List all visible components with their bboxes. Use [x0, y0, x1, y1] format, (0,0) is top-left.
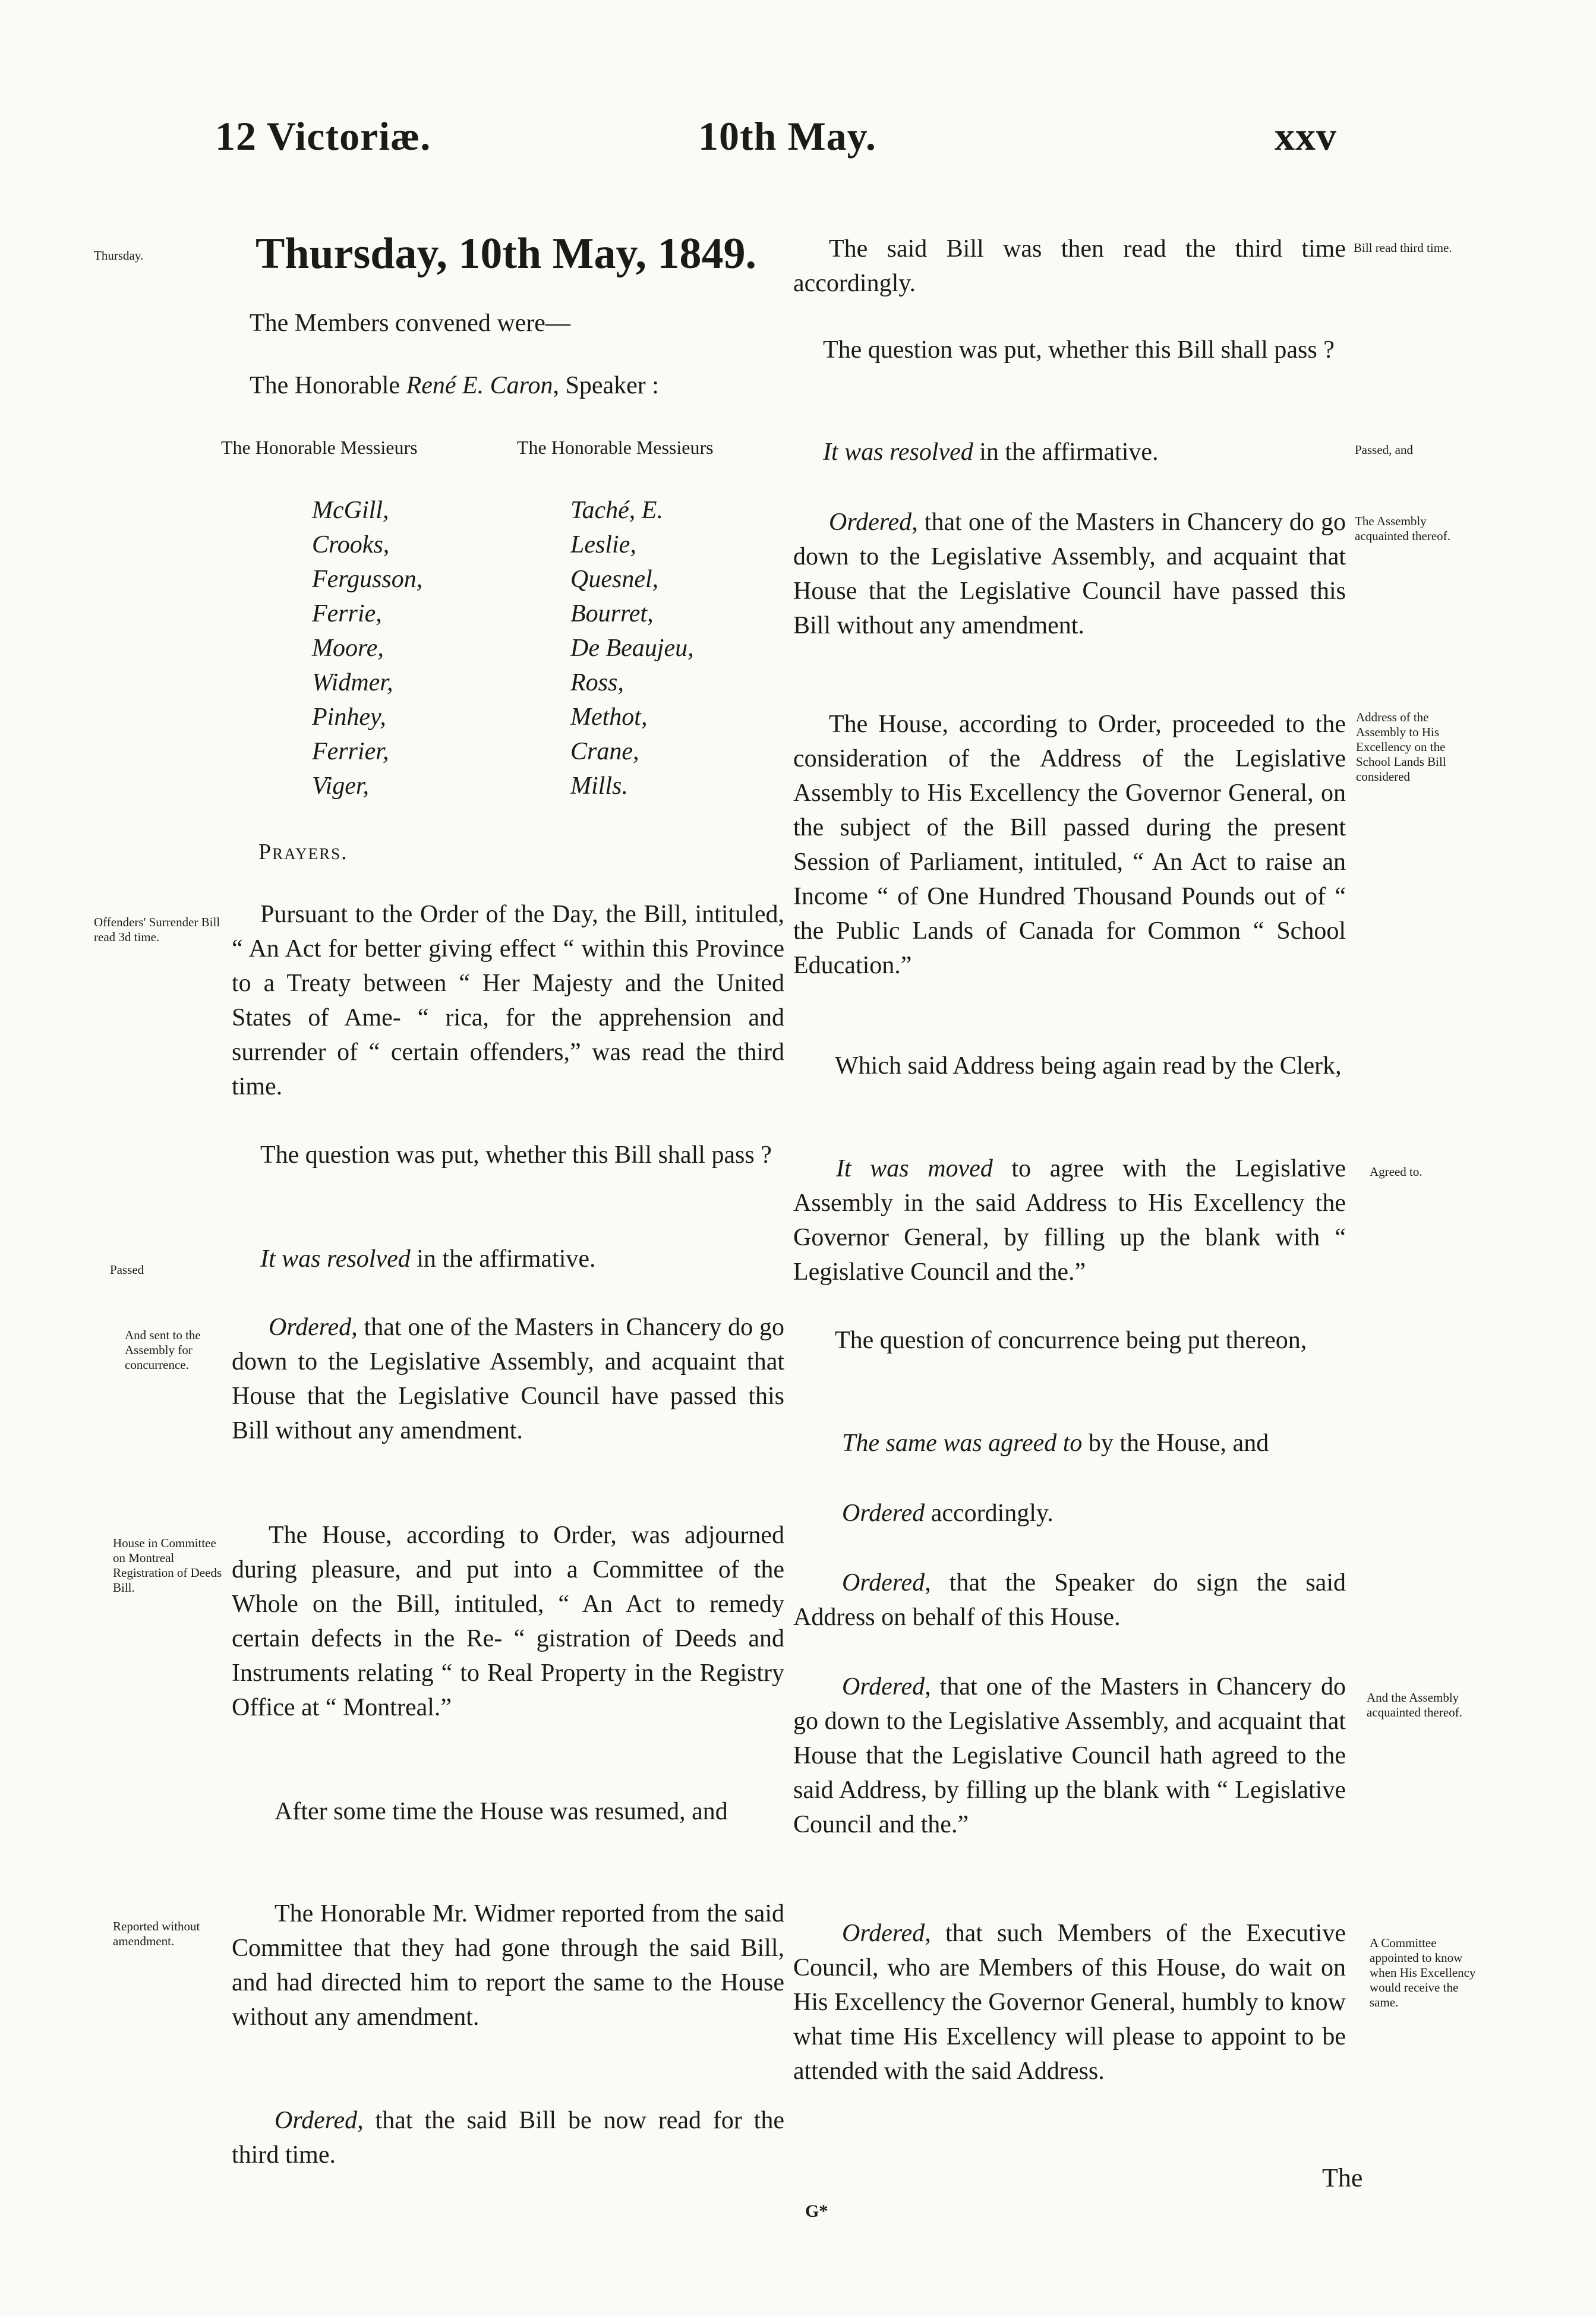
margin-note-sent: And sent to the Assembly for concurrence. [125, 1328, 201, 1372]
catchword: The [1322, 2163, 1363, 2192]
member-name: Ferrie, [312, 600, 382, 627]
member-name: Mills. [570, 772, 628, 800]
right-paragraph-10: Ordered accordingly. [842, 1500, 1054, 1527]
left-paragraph-2: The question was put, whether this Bill shall pass ? [260, 1141, 772, 1169]
margin-note-assembly-acquainted-2: And the Assembly acquainted thereof. [1367, 1690, 1462, 1719]
names-column-heading-1: The Honorable Messieurs [221, 437, 418, 458]
right-paragraph-9: The same was agreed to by the House, and [842, 1430, 1269, 1457]
member-name: Taché, E. [570, 497, 663, 524]
left-paragraph-5: The House, according to Order, was adjourned during pleasure, and put into a Committee of the Whole on the Bill, intituled, “ An Act to remedy certain defects in the Re- “ gistration of Deeds and Instruments relating “ to Real Property in the Registry Office at “ Montreal.” [232, 1522, 784, 1721]
right-paragraph-5: The House, according to Order, proceeded to the consideration of the Address of the Legislative Assembly to His Excellency the Governor General, on the subject of the Bill passed during the present Session of Parliament, intituled, “ An Act to raise an Income “ of One Hundred Thousand Pounds out of “ the Public Lands of Canada for Common “ School Education.” [793, 711, 1346, 979]
member-name: Ferrier, [312, 738, 389, 765]
margin-note-committee-appointed: A Committee appointed to know when His Excellency would receive the same. [1370, 1936, 1476, 2009]
member-name: Viger, [312, 772, 370, 800]
right-paragraph-2: The question was put, whether this Bill shall pass ? [823, 336, 1335, 364]
right-paragraph-13: Ordered, that such Members of the Executive Council, who are Members of this House, do wait on His Excellency the Governor General, humbly to know what time His Excellency will please to appoint to be attended with the said Address. [793, 1920, 1346, 2085]
members-list-2 [570, 493, 694, 803]
margin-note-passed-and: Passed, and [1355, 443, 1413, 457]
member-name: Pinhey, [312, 703, 386, 731]
right-paragraph-8: The question of concurrence being put thereon, [835, 1327, 1307, 1354]
member-name: Moore, [312, 635, 384, 662]
members-list-1 [312, 493, 422, 803]
right-paragraph-4: Ordered, that one of the Masters in Chancery do go down to the Legislative Assembly, and acquaint that House that the Legislative Council have passed this Bill without any amendment. [793, 509, 1346, 639]
member-name: Fergusson, [312, 566, 423, 593]
member-name: Ross, [570, 669, 624, 696]
left-paragraph-4: Ordered, that one of the Masters in Chancery do go down to the Legislative Assembly, and acquaint that House that the Legislative Council have passed this Bill without any amendment. [232, 1314, 784, 1444]
margin-note-reported: Reported without amendment. [113, 1919, 200, 1948]
names-column-heading-2: The Honorable Messieurs [517, 437, 714, 458]
right-paragraph-11: Ordered, that the Speaker do sign the said Address on behalf of this House. [793, 1569, 1346, 1631]
header-right: xxv [1275, 113, 1337, 159]
margin-note-bill-read-third: Bill read third time. [1354, 241, 1452, 255]
prayers-heading: Prayers. [258, 840, 348, 864]
right-paragraph-6: Which said Address being again read by the Clerk, [835, 1052, 1342, 1080]
member-name: Methot, [570, 703, 648, 731]
right-paragraph-7: It was moved to agree with the Legislative Assembly in the said Address to His Excellency the Governor General, by filling up the blank with “ Legislative Council and the.” [793, 1155, 1346, 1286]
right-paragraph-12: Ordered, that one of the Masters in Chancery do go down to the Legislative Assembly, and acquaint that House that the Legislative Council hath agreed to the said Address, by filling up the blank with “ Legislative Council and the.” [793, 1673, 1346, 1838]
member-name: McGill, [312, 497, 389, 524]
signature-mark: G* [805, 2201, 828, 2221]
right-paragraph-1: The said Bill was then read the third time accordingly. [793, 235, 1346, 297]
member-name: De Beaujeu, [570, 635, 694, 662]
left-paragraph-6: After some time the House was resumed, and [275, 1798, 728, 1825]
margin-note-assembly-acquainted: The Assembly acquainted thereof. [1355, 514, 1450, 543]
right-paragraph-3: It was resolved in the affirmative. [823, 438, 1159, 466]
member-name: Widmer, [312, 669, 393, 696]
members-convened: The Members convened were— [250, 310, 570, 337]
margin-note-offenders: Offenders' Surrender Bill read 3d time. [94, 915, 220, 944]
member-name: Leslie, [570, 531, 636, 559]
member-name: Quesnel, [570, 566, 659, 593]
left-paragraph-3: It was resolved in the affirmative. [260, 1245, 596, 1273]
member-name: Crooks, [312, 531, 390, 559]
margin-note-passed-left: Passed [110, 1263, 144, 1277]
margin-note-agreed-to: Agreed to. [1370, 1165, 1422, 1179]
margin-note-thursday: Thursday. [94, 248, 144, 263]
left-paragraph-7: The Honorable Mr. Widmer reported from the said Committee that they had gone through the said Bill, and had directed him to report the same to the House without any amendment. [232, 1900, 784, 2031]
left-paragraph-8: Ordered, that the said Bill be now read for the third time. [232, 2107, 784, 2169]
member-name: Crane, [570, 738, 639, 765]
member-name: Bourret, [570, 600, 654, 627]
left-paragraph-1: Pursuant to the Order of the Day, the Bill, intituled, “ An Act for better giving effect “ within this Province to a Treaty between “ Her Majesty and the United States of Ame- “ rica, for the apprehension and surrender of “ certain offenders,” was read the third time. [232, 901, 784, 1100]
speaker-line: The Honorable René E. Caron, Speaker : [250, 372, 659, 399]
header-left: 12 Victoriæ. [215, 113, 431, 159]
header-center: 10th May. [698, 113, 876, 159]
margin-note-house-committee: House in Committee on Montreal Registration of Deeds Bill. [113, 1536, 222, 1595]
day-title: Thursday, 10th May, 1849. [256, 229, 756, 278]
margin-note-address-considered: Address of the Assembly to His Excellency on the School Lands Bill considered [1356, 710, 1446, 784]
